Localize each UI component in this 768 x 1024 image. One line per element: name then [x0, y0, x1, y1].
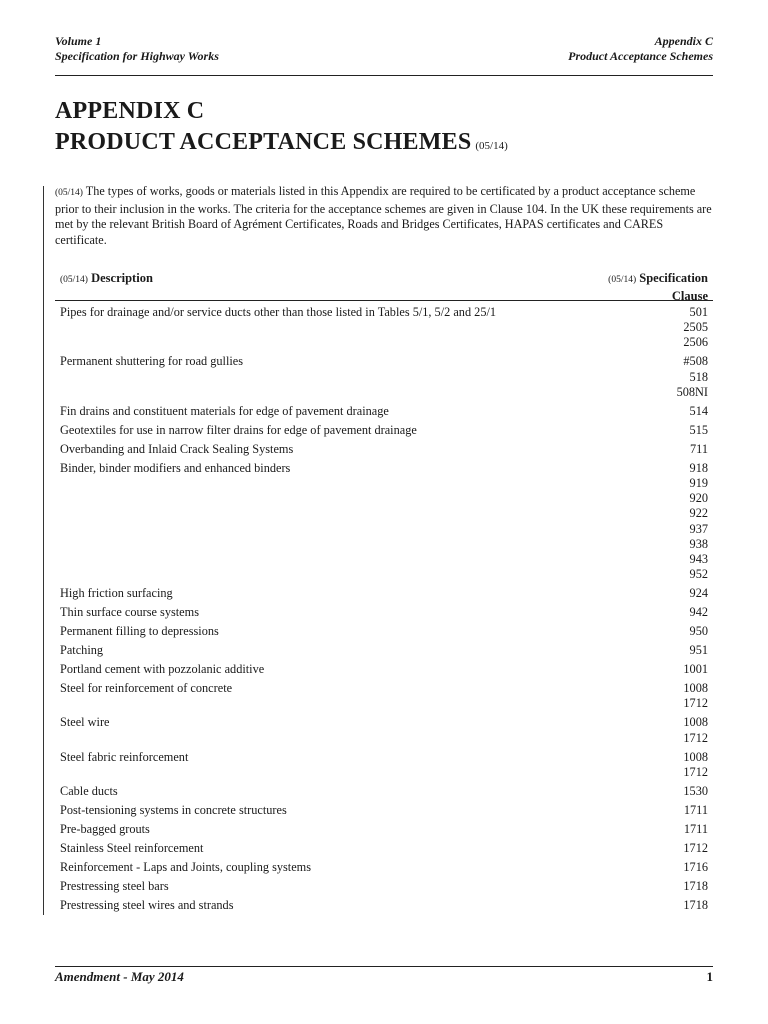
clause-number: 508NI — [676, 384, 708, 399]
acceptance-table — [55, 268, 713, 917]
table-row — [55, 404, 713, 419]
title-amendment-tag: (05/14) — [475, 140, 508, 152]
table-row — [55, 860, 713, 875]
row-description: Binder, binder modifiers and enhanced binders — [60, 460, 291, 475]
table-row — [55, 784, 713, 799]
table-row — [55, 305, 713, 351]
row-clauses — [683, 841, 708, 856]
row-description: Fin drains and constituent materials for edge of pavement drainage — [60, 403, 389, 418]
clause-number: 2506 — [683, 335, 708, 350]
row-description: Post-tensioning systems in concrete structures — [60, 802, 287, 817]
table-header — [55, 268, 713, 301]
row-description: High friction surfacing — [60, 586, 173, 601]
row-clauses — [690, 442, 708, 457]
row-description: Prestressing steel wires and strands — [60, 897, 234, 912]
row-description: Pipes for drainage and/or service ducts other than those listed in Tables 5/1, 5/2 and 25/1 — [60, 305, 497, 319]
row-clauses — [683, 662, 708, 677]
clause-header-line-1 — [608, 271, 708, 289]
table-row — [55, 605, 713, 620]
title-line-2 — [55, 127, 508, 162]
clause-amendment-tag: (05/14) — [608, 275, 637, 285]
clause-header — [608, 271, 708, 304]
row-description: Overbanding and Inlaid Crack Sealing Systems — [60, 441, 294, 456]
appendix-title-label: Product Acceptance Schemes — [568, 49, 713, 63]
row-description: Steel wire — [60, 715, 110, 730]
row-description: Steel fabric reinforcement — [60, 749, 189, 764]
table-row — [55, 354, 713, 400]
row-clauses — [677, 354, 708, 400]
header-left — [55, 34, 219, 64]
clause-number: 922 — [689, 506, 708, 521]
row-clauses — [683, 750, 708, 780]
clause-number: 1008 — [683, 715, 708, 730]
intro-text: The types of works, goods or materials listed in this Appendix are required to be certificated by a product acceptance scheme prior to their inclusion in the works. The criteria for the acceptance schemes are given in Clause 104. In the UK these requirements are met by the relevant British Board of Agrément Certificates, Roads and Bridges Certificates, HAPAS certificates and CARES certificate. — [55, 184, 712, 247]
row-clauses — [690, 423, 708, 438]
row-clauses — [684, 822, 708, 837]
clause-number: 919 — [689, 476, 708, 491]
clause-header-label-2: Clause — [671, 288, 708, 303]
clause-number: 943 — [689, 552, 708, 567]
table-row — [55, 423, 713, 438]
row-clauses — [683, 784, 708, 799]
clause-number: 1718 — [683, 878, 708, 893]
clause-number: 501 — [689, 305, 708, 319]
row-clauses — [683, 715, 708, 745]
row-clauses — [684, 803, 708, 818]
row-clauses — [690, 624, 708, 639]
row-description: Reinforcement - Laps and Joints, coupling systems — [60, 859, 312, 874]
table-row — [55, 643, 713, 658]
intro-amendment-tag: (05/14) — [55, 188, 83, 198]
clause-number: 938 — [689, 536, 708, 551]
table-row — [55, 442, 713, 457]
table-body — [55, 305, 713, 913]
clause-number: 711 — [690, 441, 708, 456]
row-description: Portland cement with pozzolanic additive — [60, 662, 265, 677]
row-clauses — [683, 879, 708, 894]
row-description: Permanent shuttering for road gullies — [60, 354, 244, 369]
intro-paragraph — [55, 184, 715, 248]
page-title — [55, 96, 508, 162]
footer-rule — [55, 966, 713, 967]
row-clauses — [683, 305, 708, 351]
table-row — [55, 624, 713, 639]
clause-number: 952 — [689, 567, 708, 582]
row-description: Pre-bagged grouts — [60, 821, 150, 836]
clause-number: 1712 — [683, 730, 708, 745]
table-row — [55, 715, 713, 745]
clause-number: 1711 — [683, 821, 708, 836]
table-row — [55, 681, 713, 711]
description-amendment-tag: (05/14) — [60, 275, 88, 285]
clause-header-label-1: Specification — [639, 271, 708, 285]
header-rule — [55, 75, 713, 76]
header-right — [568, 34, 713, 64]
table-row — [55, 662, 713, 677]
table-row — [55, 841, 713, 856]
clause-number: 1530 — [683, 783, 708, 798]
row-clauses — [690, 605, 708, 620]
row-clauses — [683, 860, 708, 875]
row-description: Steel for reinforcement of concrete — [60, 681, 233, 696]
amendment-footer: Amendment - May 2014 — [55, 969, 184, 984]
clause-number: 950 — [689, 624, 708, 639]
row-clauses — [690, 586, 708, 601]
clause-number: 1718 — [683, 897, 708, 912]
clause-number: 2505 — [683, 320, 708, 335]
description-header — [60, 271, 153, 286]
appendix-label: Appendix C — [654, 34, 713, 48]
clause-number: 1712 — [683, 696, 708, 711]
clause-number: 518 — [689, 369, 708, 384]
row-description: Thin surface course systems — [60, 605, 199, 620]
table-row — [55, 461, 713, 583]
table-row — [55, 586, 713, 601]
row-description: Geotextiles for use in narrow filter drains for edge of pavement drainage — [60, 422, 417, 437]
clause-number: 1716 — [683, 859, 708, 874]
clause-number: 1001 — [683, 662, 708, 677]
volume-label: Volume 1 — [55, 34, 102, 48]
clause-number: 937 — [689, 521, 708, 536]
table-row — [55, 750, 713, 780]
table-row — [55, 879, 713, 894]
row-clauses — [683, 898, 708, 913]
running-header — [55, 34, 713, 74]
clause-number: 514 — [689, 403, 708, 418]
row-clauses — [690, 643, 708, 658]
row-description: Prestressing steel bars — [60, 878, 169, 893]
page-number: 1 — [706, 969, 713, 984]
clause-number: #508 — [683, 354, 708, 369]
row-description: Stainless Steel reinforcement — [60, 840, 204, 855]
title-line-1: APPENDIX C — [55, 98, 205, 124]
row-description: Permanent filling to depressions — [60, 624, 219, 639]
description-header-label: Description — [91, 271, 153, 285]
clause-number: 920 — [689, 491, 708, 506]
title-text: PRODUCT ACCEPTANCE SCHEMES — [55, 129, 472, 155]
table-row — [55, 898, 713, 913]
row-clauses — [690, 404, 708, 419]
table-row — [55, 822, 713, 837]
row-clauses — [683, 681, 708, 711]
clause-number: 924 — [689, 586, 708, 601]
clause-number: 1008 — [683, 681, 708, 696]
row-clauses — [690, 461, 708, 583]
change-bar — [43, 186, 44, 915]
table-row — [55, 803, 713, 818]
row-description: Cable ducts — [60, 783, 118, 798]
series-title: Specification for Highway Works — [55, 49, 219, 63]
clause-number: 515 — [689, 422, 708, 437]
clause-number: 1712 — [683, 764, 708, 779]
clause-number: 1008 — [683, 749, 708, 764]
clause-number: 1711 — [683, 802, 708, 817]
clause-number: 1712 — [683, 840, 708, 855]
row-description: Patching — [60, 643, 104, 658]
clause-number: 951 — [689, 643, 708, 658]
clause-number: 918 — [689, 460, 708, 475]
clause-number: 942 — [689, 605, 708, 620]
